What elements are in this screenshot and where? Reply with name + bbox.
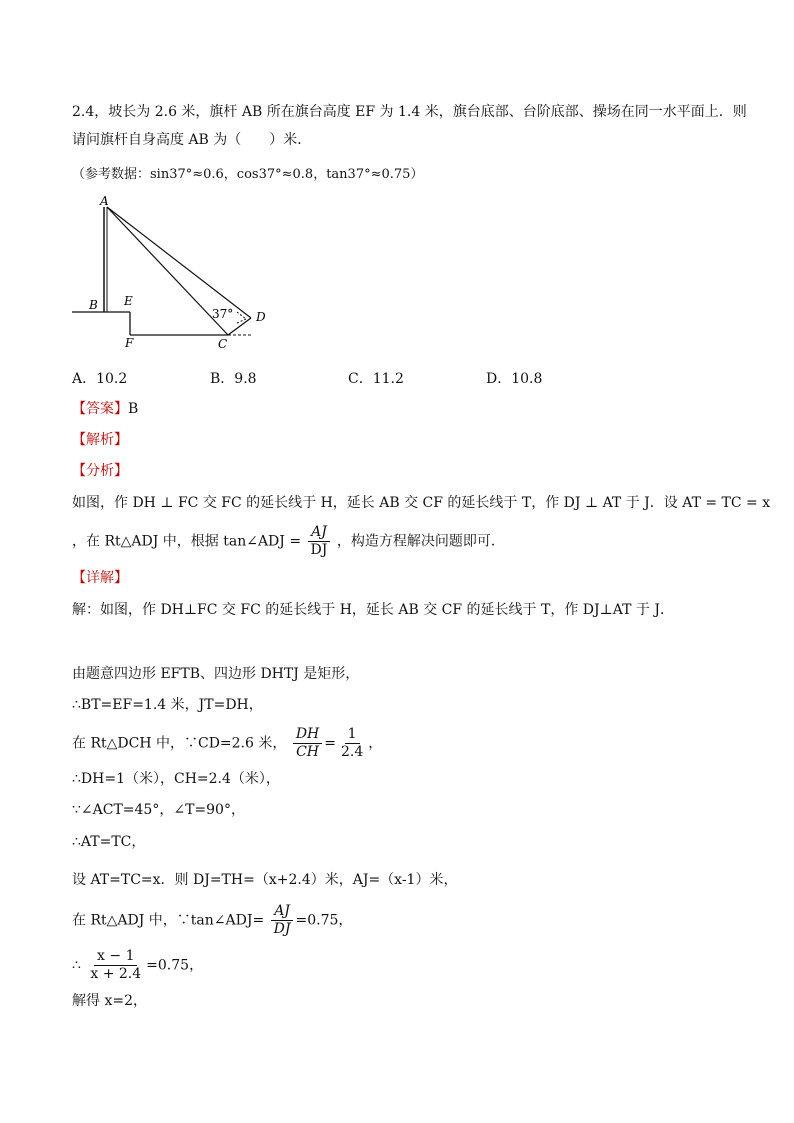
frac3-den: DJ	[273, 921, 291, 937]
label-e: E	[124, 294, 133, 308]
detail-line-2: 由题意四边形 EFTB、四边形 DHTJ 是矩形，	[72, 666, 360, 682]
fenxi-frac-num: AJ	[308, 524, 330, 542]
detail-line-1: 解：如图，作 DH⊥FC 交 FC 的延长线于 H，延长 AB 交 CF 的延长线于 T，作 DJ⊥AT 于 J．	[72, 602, 674, 618]
fenxi-line-2-post: ，构造方程解决问题即可．	[336, 533, 505, 550]
fenxi-line-2-pre: ，在 Rt△ADJ 中，根据 tan∠ADJ =	[72, 533, 302, 550]
frac4-den: x + 2.4	[90, 966, 142, 982]
detail-line-9-post: =0.75，	[295, 912, 353, 929]
option-c[interactable]: C．11.2	[348, 371, 404, 387]
fenxi-tag: 【分析】	[72, 463, 128, 479]
detail-line-6: ∵∠ACT=45°，∠T=90°，	[72, 802, 245, 818]
detail-line-3: ∴BT=EF=1.4 米，JT=DH，	[72, 697, 263, 713]
frac2-num: 1	[345, 726, 360, 744]
label-f: F	[125, 336, 134, 350]
detail-line-4	[72, 726, 382, 761]
detail-line-10-post: =0.75，	[146, 957, 204, 974]
detail-fraction-4	[87, 948, 144, 983]
answer-value: B	[128, 401, 139, 417]
frac3-num: AJ	[271, 903, 293, 921]
detail-line-5: ∴DH=1（米），CH=2.4（米），	[72, 771, 280, 787]
geometry-figure	[60, 192, 280, 357]
frac4-num: x − 1	[94, 948, 137, 966]
frac1-num: DH	[293, 726, 322, 744]
fenxi-line-1: 如图，作 DH ⊥ FC 交 FC 的延长线于 H，延长 AB 交 CF 的延长线于 T，作 DJ ⊥ AT 于 J．设 AT = TC = x	[72, 495, 771, 511]
option-d[interactable]: D．10.8	[486, 371, 543, 387]
frac2-den: 2.4	[341, 744, 364, 760]
answer-tag: 【答案】	[72, 401, 128, 417]
answer-line	[72, 400, 138, 418]
detail-line-9	[72, 903, 352, 938]
reference-data: （参考数据：sin37°≈0.6，cos37°≈0.8，tan37°≈0.75）	[72, 167, 424, 182]
detail-line-10-pre: ∴	[72, 957, 81, 974]
detail-line-4-post: ，	[368, 735, 383, 752]
frac1-den: CH	[296, 744, 319, 760]
detail-fraction-3	[271, 903, 294, 938]
angle-label: 37°	[212, 307, 234, 321]
question-line-2: 请问旗杆自身高度 AB 为（ ）米．	[72, 132, 312, 148]
fenxi-fraction	[308, 524, 331, 559]
analysis-tag: 【解析】	[72, 432, 128, 448]
detail-line-10	[72, 948, 203, 983]
fenxi-frac-den: DJ	[310, 542, 328, 558]
detail-line-8: 设 AT=TC=x．则 DJ=TH=（x+2.4）米，AJ=（x-1）米，	[72, 872, 458, 888]
detail-fraction-2	[338, 726, 366, 761]
fenxi-line-2	[72, 524, 505, 559]
question-line-1: 2.4，坡长为 2.6 米，旗杆 AB 所在旗台高度 EF 为 1.4 米，旗台底部、台阶底部、操场在同一水平面上．则	[72, 104, 747, 120]
detail-line-11: 解得 x=2，	[72, 993, 147, 1009]
label-c: C	[218, 337, 228, 351]
option-a[interactable]: A．10.2	[72, 371, 128, 387]
detail-line-7: ∴AT=TC，	[72, 834, 146, 850]
detail-line-4-pre: 在 Rt△DCH 中，∵CD=2.6 米，	[72, 735, 287, 752]
line-ac	[107, 207, 228, 335]
detail-line-4-eq: =	[324, 735, 336, 752]
label-d: D	[256, 310, 266, 324]
label-b: B	[89, 298, 98, 312]
option-b[interactable]: B．9.8	[210, 371, 257, 387]
detail-line-9-pre: 在 Rt△ADJ 中，∵tan∠ADJ=	[72, 912, 265, 929]
detail-tag: 【详解】	[72, 570, 128, 586]
label-a: A	[100, 194, 109, 208]
detail-fraction-1	[293, 726, 322, 761]
